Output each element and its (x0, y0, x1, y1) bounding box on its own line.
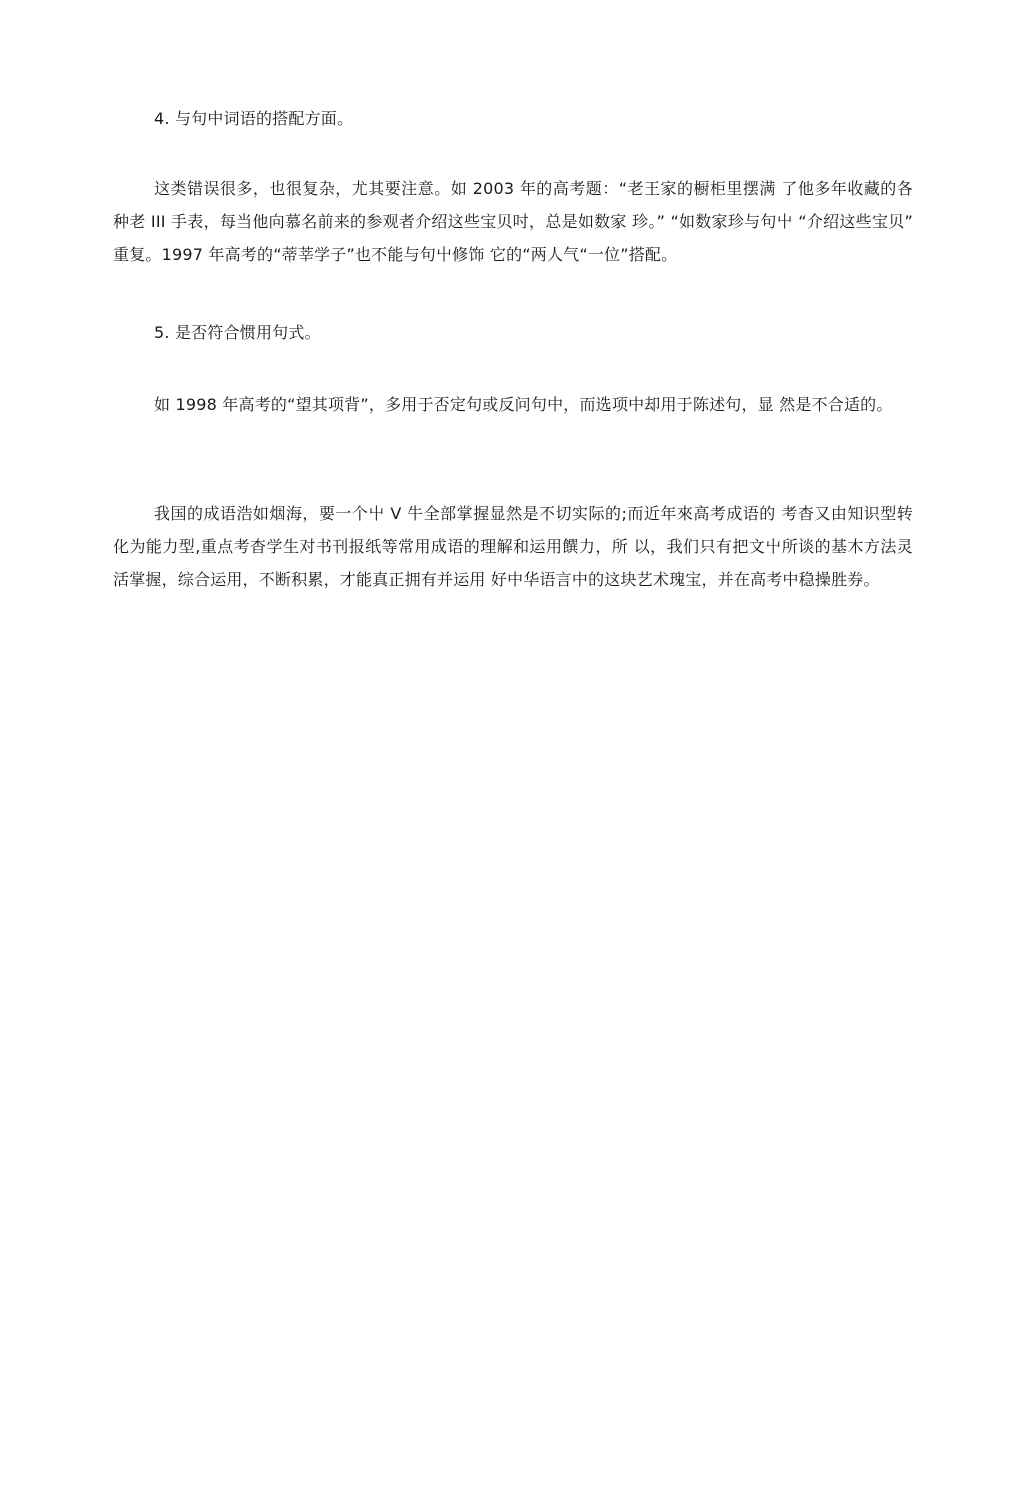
section-heading-5: 5. 是否符合惯用句式。 (154, 323, 321, 342)
section-paragraph-4: 这类错误很多，也很复杂，尤其要注意。如 2003 年的高考题：“老王家的橱柜里摆满 了他多年收藏的各种老 III 手表，每当他向慕名前来的参观者介绍这些宝贝吋，总是如数家 珍。” “如数家珍与句屮 “介绍这些宝贝” 重复。1997 年高考的“蒂莘学子”也不能与句屮修饰 它的“两人气“一位”搭配。 (113, 179, 913, 264)
conclusion-paragraph: 我国的成语浩如烟海，要一个屮 V 牛全部掌握显然是不切实际的;而近年來高考成语的 考杳又由知识型转化为能力型,重点考杳学生对书刊报纸等常用成语的理解和运用饌力，所 以，我们只有把文屮所谈的基木方法灵活掌握，综合运用，不断积累，才能真正拥有并运用 好中华语言中的这块艺术瑰宝，并在高考中稳操胜券。 (113, 504, 913, 589)
section-paragraph-5: 如 1998 年高考的“望其项背”，多用于否定句或反问句中，而选项中却用于陈述句，显 然是不合适的。 (154, 395, 893, 414)
section-heading-4: 4. 与句中词语的搭配方面。 (154, 109, 354, 128)
